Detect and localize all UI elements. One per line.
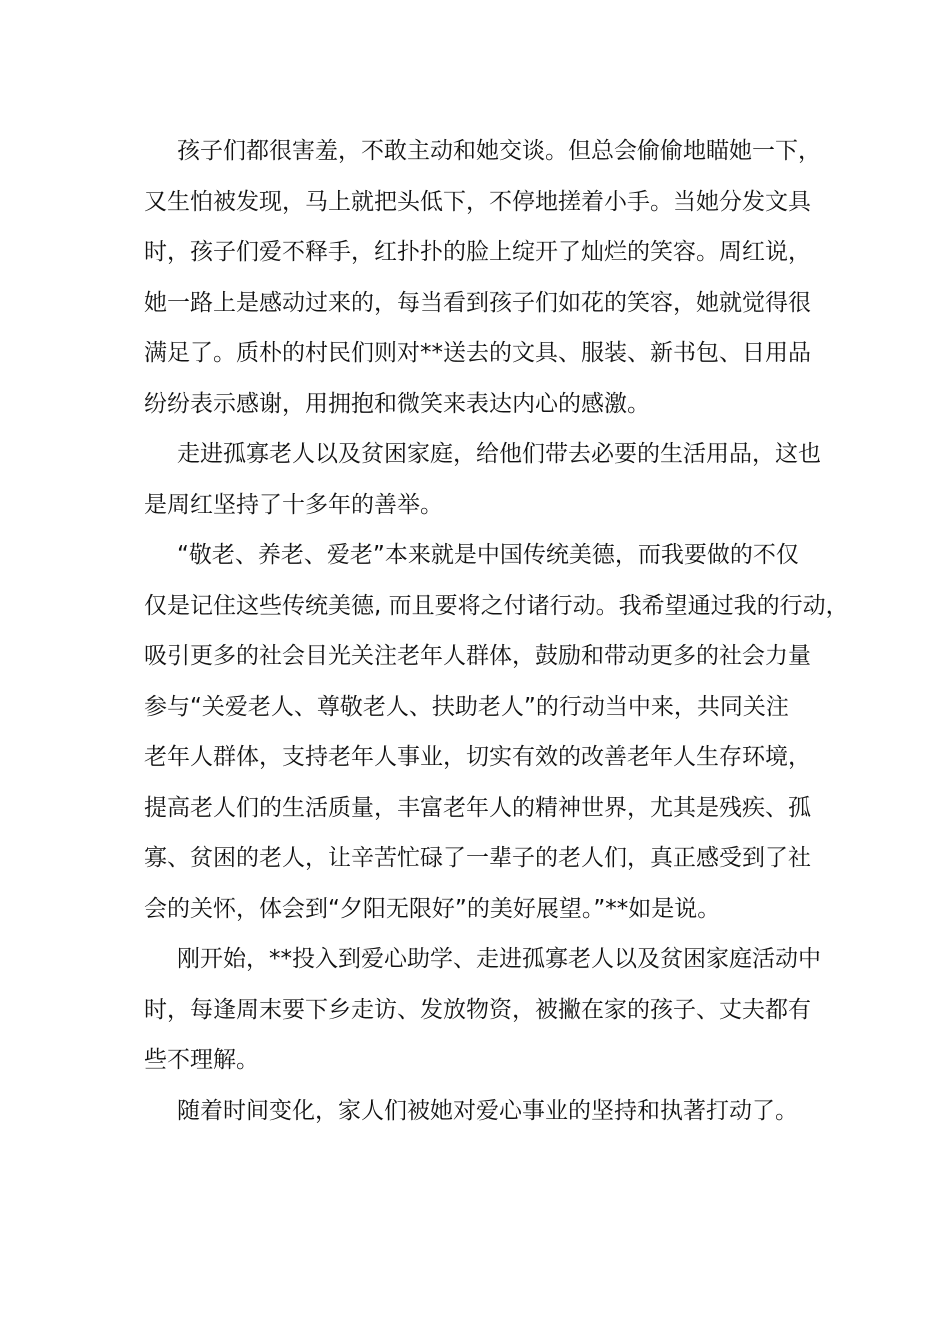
paragraph-1	[144, 126, 824, 429]
text-line: 吸引更多的社会目光关注老年人群体，鼓励和带动更多的社会力量	[144, 643, 811, 669]
text-line: “敬老、养老、爱老”本来就是中国传统美德，而我要做的不仅	[177, 542, 799, 568]
text-line: 走进孤寡老人以及贫困家庭，给他们带去必要的生活用品，这也	[177, 441, 821, 467]
text-line: 纷纷表示感谢，用拥抱和微笑来表达内心的感激。	[144, 390, 650, 417]
text-line: 仅是记住这些传统美德, 而且要将之付诸行动。我希望通过我的行动，	[144, 592, 849, 619]
text-line: 满足了。质朴的村民们则对**送去的文具、服装、新书包、日用品	[144, 340, 811, 366]
text-line: 时，孩子们爱不释手，红扑扑的脸上绽开了灿烂的笑容。周红说，	[144, 239, 811, 265]
text-line: 寡、贫困的老人，让辛苦忙碌了一辈子的老人们，真正感受到了社	[144, 845, 811, 871]
text-line: 会的关怀，体会到“夕阳无限好”的美好展望。”**如是说。	[144, 895, 721, 922]
text-line: 随着时间变化，家人们被她对爱心事业的坚持和执著打动了。	[177, 1097, 798, 1124]
text-line: 孩子们都很害羞，不敢主动和她交谈。但总会偷偷地瞄她一下，	[177, 138, 821, 164]
text-line: 她一路上是感动过来的，每当看到孩子们如花的笑容，她就觉得很	[144, 289, 811, 316]
text-line: 老年人群体，支持老年人事业，切实有效的改善老年人生存环境，	[144, 744, 811, 770]
text-line: 是周红坚持了十多年的善举。	[144, 491, 443, 518]
paragraph-3	[144, 530, 849, 934]
body-text	[144, 126, 849, 1136]
text-line: 时，每逢周末要下乡走访、发放物资，被撇在家的孩子、丈夫都有	[144, 996, 811, 1023]
text-line: 些不理解。	[144, 1047, 259, 1073]
text-line: 提高老人们的生活质量，丰富老年人的精神世界，尤其是残疾、孤	[144, 794, 811, 821]
paragraph-5	[144, 1086, 824, 1137]
paragraph-2	[144, 429, 824, 530]
paragraph-4	[144, 934, 824, 1086]
text-line: 参与“关爱老人、尊敬老人、扶助老人”的行动当中来，共同关注	[144, 693, 789, 720]
text-line: 又生怕被发现，马上就把头低下，不停地搓着小手。当她分发文具	[144, 188, 811, 215]
text-line: 刚开始，**投入到爱心助学、走进孤寡老人以及贫困家庭活动中	[177, 946, 821, 972]
